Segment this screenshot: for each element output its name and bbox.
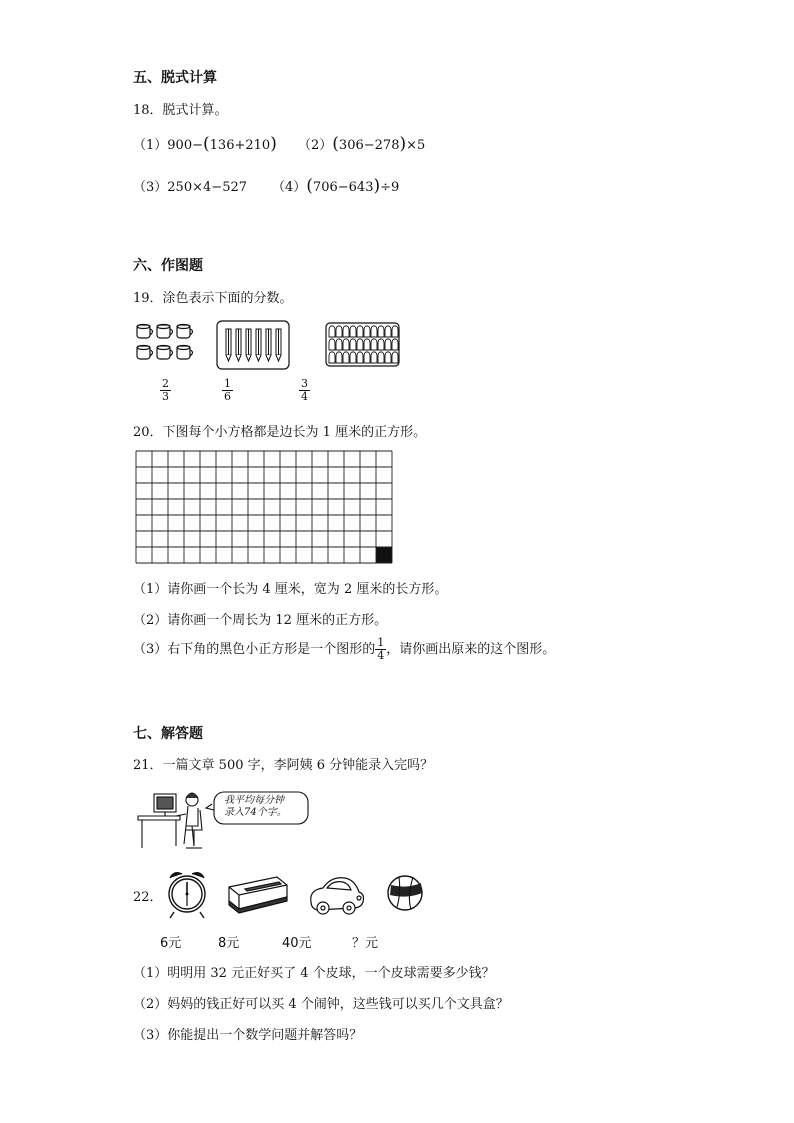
q20-sub2: （2）请你画一个周长为 12 厘米的正方形。 [133, 613, 388, 628]
price-ball: ？元 [352, 936, 379, 951]
bottle-icon [392, 339, 398, 350]
q18-stem: 18．脱式计算。 [133, 103, 228, 118]
bottle-icon [329, 339, 335, 350]
bottle-icon [350, 339, 356, 350]
alarm-clock-icon [164, 868, 210, 920]
toy-car-icon [307, 872, 365, 918]
bottle-icon [357, 352, 363, 363]
q18-item-1: （1）900−(136+210) [133, 134, 277, 154]
bottle-icon [371, 339, 377, 350]
price-toy-car: 40元 [282, 936, 312, 951]
q18-item-4: （4）(706−643)÷9 [272, 176, 400, 196]
bottle-icon [357, 326, 363, 337]
price-pencil-case: 8元 [218, 936, 240, 951]
bottle-icon [336, 339, 342, 350]
bottle-icon [343, 326, 349, 337]
bottle-icon [336, 352, 342, 363]
q19-fraction-2: $\frac{1}{6}$ [224, 377, 231, 403]
q19-fraction-1: $\frac{2}{3}$ [162, 377, 169, 403]
bottle-icon [350, 326, 356, 337]
bottle-icon [378, 339, 384, 350]
bottle-icon [392, 352, 398, 363]
ball-icon [385, 873, 425, 913]
bottle-icon [343, 352, 349, 363]
q20-sub3: （3）右下角的黑色小正方形是一个图形的 $\frac{1}{4}$ ，请你画出原来的这个图形。 [133, 636, 556, 662]
q20-grid[interactable] [135, 450, 393, 564]
q22-sub1: （1）明明用 32 元正好买了 4 个皮球，一个皮球需要多少钱？ [133, 966, 495, 981]
q20-sub1: （1）请你画一个长为 4 厘米，宽为 2 厘米的长方形。 [133, 582, 448, 597]
bottle-icon [364, 352, 370, 363]
bottle-icon [378, 326, 384, 337]
q19-stem: 19．涂色表示下面的分数。 [133, 291, 293, 306]
q22-sub3: （3）你能提出一个数学问题并解答吗？ [133, 1028, 363, 1043]
q20-stem: 20．下图每个小方格都是边长为 1 厘米的正方形。 [133, 425, 427, 440]
bottle-icon [371, 326, 377, 337]
bottle-icon [385, 339, 391, 350]
section5-heading: 五、脱式计算 [133, 70, 217, 86]
q18-item-2: （2）(306−278)×5 [298, 134, 426, 154]
section6-heading: 六、作图题 [133, 258, 203, 274]
black-cell [376, 547, 392, 563]
bottle-icon [336, 326, 342, 337]
section7-heading: 七、解答题 [133, 726, 203, 742]
bottle-icon [350, 352, 356, 363]
bottle-icon [364, 339, 370, 350]
q22-number: 22． [133, 890, 163, 905]
pencils-image [216, 320, 290, 370]
pencil-case-icon [225, 875, 291, 915]
q21-stem: 21．一篇文章 500 字，李阿姨 6 分钟能录入完吗？ [133, 758, 434, 773]
bottle-icon [357, 339, 363, 350]
q19-fraction-3: $\frac{3}{4}$ [301, 377, 308, 403]
bottle-icon [343, 339, 349, 350]
bottle-icon [371, 352, 377, 363]
bottle-icon [364, 326, 370, 337]
bottle-icon [329, 352, 335, 363]
bottle-icon [385, 352, 391, 363]
cups-image [134, 322, 198, 366]
bottles-image [325, 320, 401, 368]
bottle-icon [378, 352, 384, 363]
q18-item-3: （3）250×4−527 [133, 180, 248, 195]
q22-sub2: （2）妈妈的钱正好可以买 4 个闹钟，这些钱可以买几个文具盒？ [133, 997, 509, 1012]
bottle-icon [385, 326, 391, 337]
bottle-icon [329, 326, 335, 337]
price-alarm-clock: 6元 [160, 936, 182, 951]
q21-bubble-text: 我平均每分钟 录入74个字。 [224, 795, 287, 818]
bottle-icon [392, 326, 398, 337]
